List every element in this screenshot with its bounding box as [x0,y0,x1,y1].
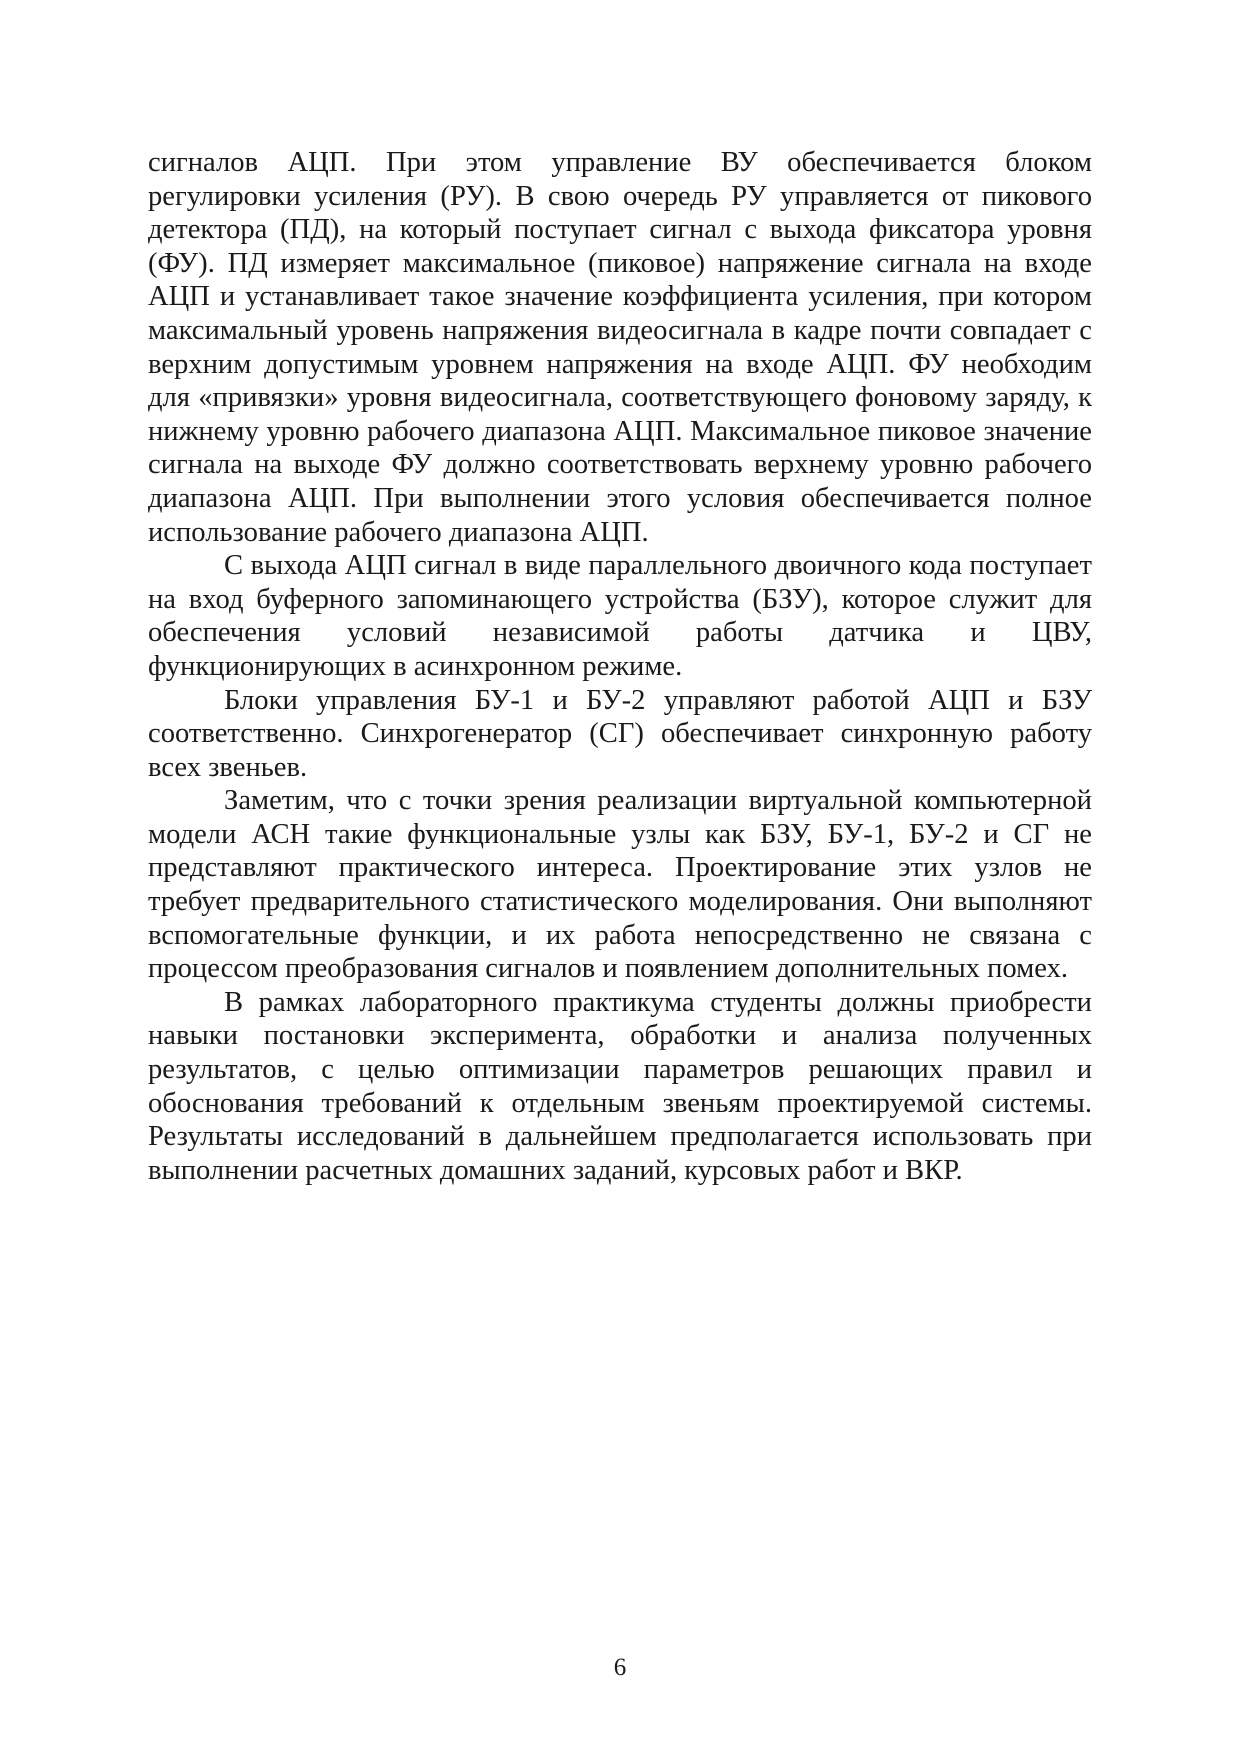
paragraph-5: В рамках лабораторного практикума студенты должны приобрести навыки постановки эксперимента, обработки и анализа полученных результатов, с целью оптимизации параметров решающих правил и обоснования требований к отдельным звеньям проектируемой системы. Результаты исследований в дальнейшем предполагается использовать при выполнении расчетных домашних заданий, курсовых работ и ВКР. [148,986,1092,1186]
paragraph-4: Заметим, что с точки зрения реализации виртуальной компьютерной модели АСН такие функциональные узлы как БЗУ, БУ-1, БУ-2 и СГ не представляют практического интереса. Проектирование этих узлов не требует предварительного статистического моделирования. Они выполняют вспомогательные функции, и их работа непосредственно не связана с процессом преобразования сигналов и появлением дополнительных помех. [148,785,1092,985]
body-text [148,146,1092,1187]
page-number: 6 [613,1654,627,1681]
paragraph-2: С выхода АЦП сигнал в виде параллельного двоичного кода поступает на вход буферного запоминающего устройства (БЗУ), которое служит для обеспечения условий независимой работы датчика и ЦВУ, функционирующих в асинхронном режиме. [148,550,1092,682]
paragraph-1: сигналов АЦП. При этом управление ВУ обеспечивается блоком регулировки усиления (РУ). В свою очередь РУ управляется от пикового детектора (ПД), на который поступает сигнал с выхода фиксатора уровня (ФУ). ПД измеряет максимальное (пиковое) напряжение сигнала на входе АЦП и устанавливает такое значение коэффициента усиления, при котором максимальный уровень напряжения видеосигнала в кадре почти совпадает с верхним допустимым уровнем напряжения на входе АЦП. ФУ необходим для «привязки» уровня видеосигнала, соответствующего фоновому заряду, к нижнему уровню рабочего диапазона АЦП. Максимальное пиковое значение сигнала на выходе ФУ должно соответствовать верхнему уровню рабочего диапазона АЦП. При выполнении этого условия обеспечивается полное использование рабочего диапазона АЦП. [148,147,1092,548]
paragraph-3: Блоки управления БУ-1 и БУ-2 управляют работой АЦП и БЗУ соответственно. Синхрогенератор (СГ) обеспечивает синхронную работу всех звеньев. [148,684,1092,783]
